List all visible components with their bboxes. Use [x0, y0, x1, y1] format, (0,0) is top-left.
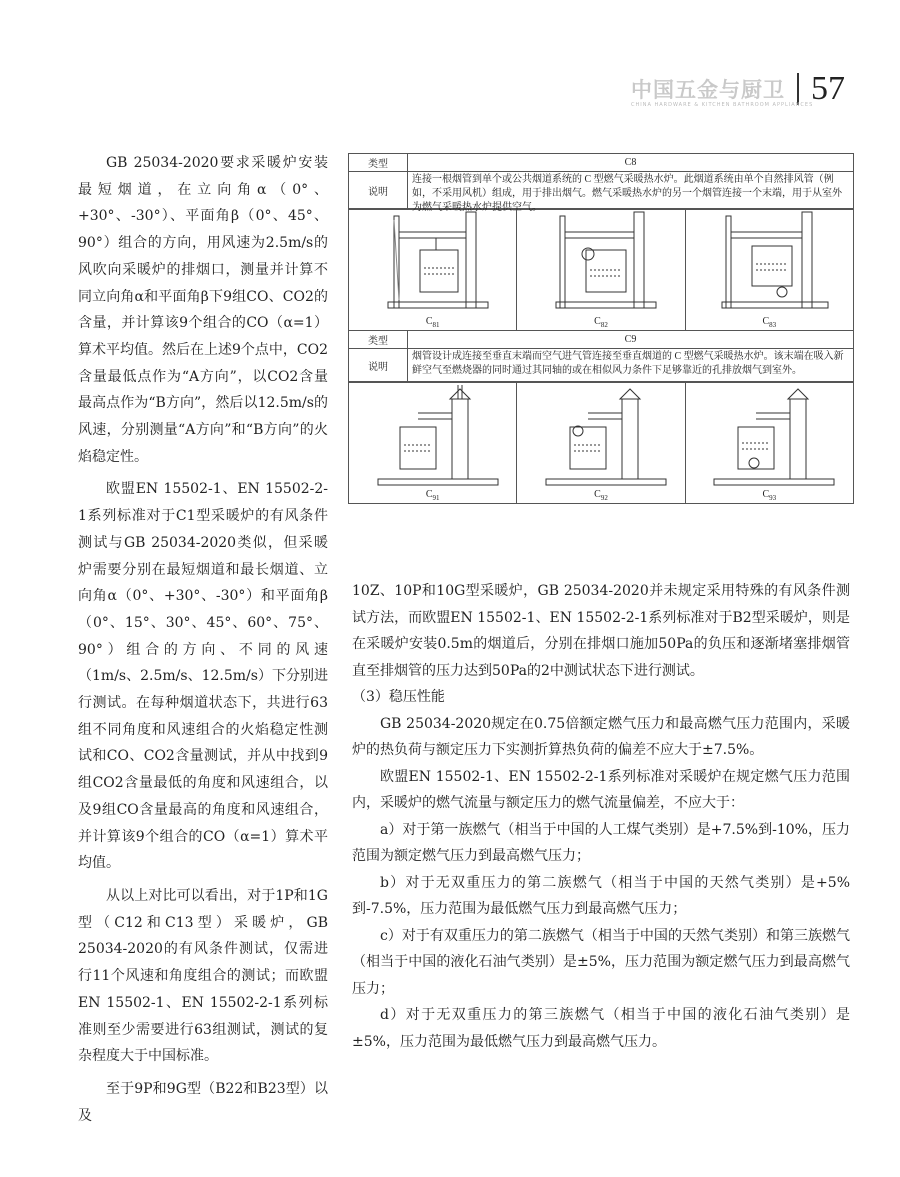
left-column: [78, 150, 328, 1129]
list-item-b: b）对于无双重压力的第二族燃气（相当于中国的天然气类别）是+5%到-7.5%，压力范围为最低燃气压力到最高燃气压力；: [352, 874, 850, 917]
list-item-c: c）对于有双重压力的第二族燃气（相当于中国的天然气类别）和第三族燃气（相当于中国的液化石油气类别）是±5%，压力范围为额定燃气压力到最高燃气压力；: [352, 927, 850, 997]
right-paragraph-1: 10Z、10P和10G型采暖炉，GB 25034-2020并未规定采用特殊的有风条件测试方法，而欧盟EN 15502-1、EN 15502-2-1系列标准对于B2型采暖炉，则是在采暖炉安装0.5m的烟道后，分别在排烟口施加50Pa的负压和逐渐堵塞排烟管直至排烟管的压力达到50Pa的2中测试状态下进行测试。: [352, 583, 850, 679]
header-divider: [797, 73, 799, 105]
c8-spec-table: [348, 153, 854, 213]
left-paragraph-1: GB 25034-2020要求采暖炉安装最短烟道，在立向角α（0°、+30°、-30°）、平面角β（0°、45°、90°）组合的方向，用风速为2.5m/s的风吹向采暖炉的排烟口，测量并计算不同立向角α和平面角β下9组CO、CO2的含量，并计算该9个组合的CO（α=1）算术平均值。然后在上述9个点中，CO2含量最低点作为“A方向”，以CO2含量最高点作为“B方向”，然后以12.5m/s的风速，分别测量“A方向”和“B方向”的火焰稳定性。: [78, 155, 329, 465]
right-paragraph-2: GB 25034-2020规定在0.75倍额定燃气压力和最高燃气压力范围内，采暖炉的热负荷与额定压力下实测折算热负荷的偏差不应大于±7.5%。: [352, 715, 850, 758]
c91-caption: $C_{91}$: [425, 489, 440, 502]
c81-caption: $C_{81}$: [425, 316, 440, 329]
c83-diagram: [686, 210, 853, 330]
page-number: 57: [811, 70, 845, 107]
magazine-logo: [631, 74, 814, 108]
c9-type: C9: [408, 331, 854, 349]
c93-caption: $C_{93}$: [762, 489, 777, 502]
right-paragraph-3: 欧盟EN 15502-1、EN 15502-2-1系列标准对采暖炉在规定燃气压力范围内，采暖炉的燃气流量与额定压力的燃气流量偏差，不应大于：: [352, 768, 850, 811]
left-paragraph-2: 欧盟EN 15502-1、EN 15502-2-1系列标准对于C1型采暖炉的有风条件测试与GB 25034-2020类似，但采暖炉需要分别在最短烟道和最长烟道、立向角α（0°、+30°、-30°）和平面角β（0°、15°、30°、45°、60°、75°、90°）组合的方向、不同的风速（1m/s、2.5m/s、12.5m/s）下分别进行测试。在每种烟道状态下，共进行63组不同角度和风速组合的火焰稳定性测试和CO、CO2含量测试，并从中找到9组CO2含量最低的角度和风速组合，以及9组CO含量最高的角度和风速组合，并计算该9个组合的CO（α=1）算术平均值。: [78, 481, 328, 872]
desc-label-2: 说明: [349, 349, 408, 382]
left-paragraph-4: 至于9P和9G型（B22和B23型）以及: [78, 1080, 328, 1124]
c9-diagram-row: [348, 382, 854, 504]
c91-diagram: [349, 383, 517, 503]
c8-type: C8: [408, 154, 854, 172]
c83-caption: $C_{83}$: [762, 316, 777, 329]
brand-name: 中国五金与厨卫: [631, 78, 785, 102]
c92-diagram: [517, 383, 685, 503]
page-header: [631, 70, 845, 108]
c92-caption: $C_{92}$: [594, 489, 608, 502]
flue-type-figure: [348, 153, 854, 504]
left-paragraph-3: 从以上对比可以看出，对于1P和1G型（C12和C13型）采暖炉，GB 25034-2020的有风条件测试，仅需进行11个风速和角度组合的测试；而欧盟EN 15502-1、EN 15502-2-1系列标准则至少需要进行63组测试，测试的复杂程度大于中国标准。: [78, 887, 328, 1065]
c8-diagram-row: [348, 209, 854, 330]
list-item-d: d）对于无双重压力的第三族燃气（相当于中国的液化石油气类别）是±5%，压力范围为最低燃气压力到最高燃气压力。: [352, 1007, 850, 1050]
c9-spec-table: [348, 330, 854, 382]
c8-description: 连接一根烟管到单个或公共烟道系统的 C 型燃气采暖热水炉。此烟道系统由单个自然排风管（例如，不采用风机）组成，用于排出烟气。燃气采暖热水炉的另一个烟管连接一个末端，用于从室外为燃气采暖热水炉提供空气。: [412, 174, 842, 213]
desc-label: 说明: [349, 172, 408, 209]
type-label-2: 类型: [349, 331, 408, 349]
list-item-a: a）对于第一族燃气（相当于中国的人工煤气类别）是+7.5%到-10%，压力范围为额定燃气压力到最高燃气压力；: [352, 821, 850, 864]
c93-diagram: [686, 383, 853, 503]
type-label: 类型: [349, 154, 408, 172]
c82-caption: $C_{82}$: [594, 316, 608, 329]
brand-subtitle: CHINA HARDWARE & KITCHEN BATHROOM APPLIANCES: [631, 102, 814, 108]
c9-description: 烟管设计成连接至垂直末端而空气进气管连接至垂直烟道的 C 型燃气采暖热水炉。该末端在吸入新鲜空气至燃烧器的同时通过其同轴的或在相似风力条件下足够靠近的孔排放烟气到室外。: [412, 351, 844, 376]
c82-diagram: [517, 210, 685, 330]
right-column: [352, 578, 850, 1055]
section-heading-3: （3）稳压性能: [352, 689, 445, 705]
c81-diagram: [349, 210, 517, 330]
